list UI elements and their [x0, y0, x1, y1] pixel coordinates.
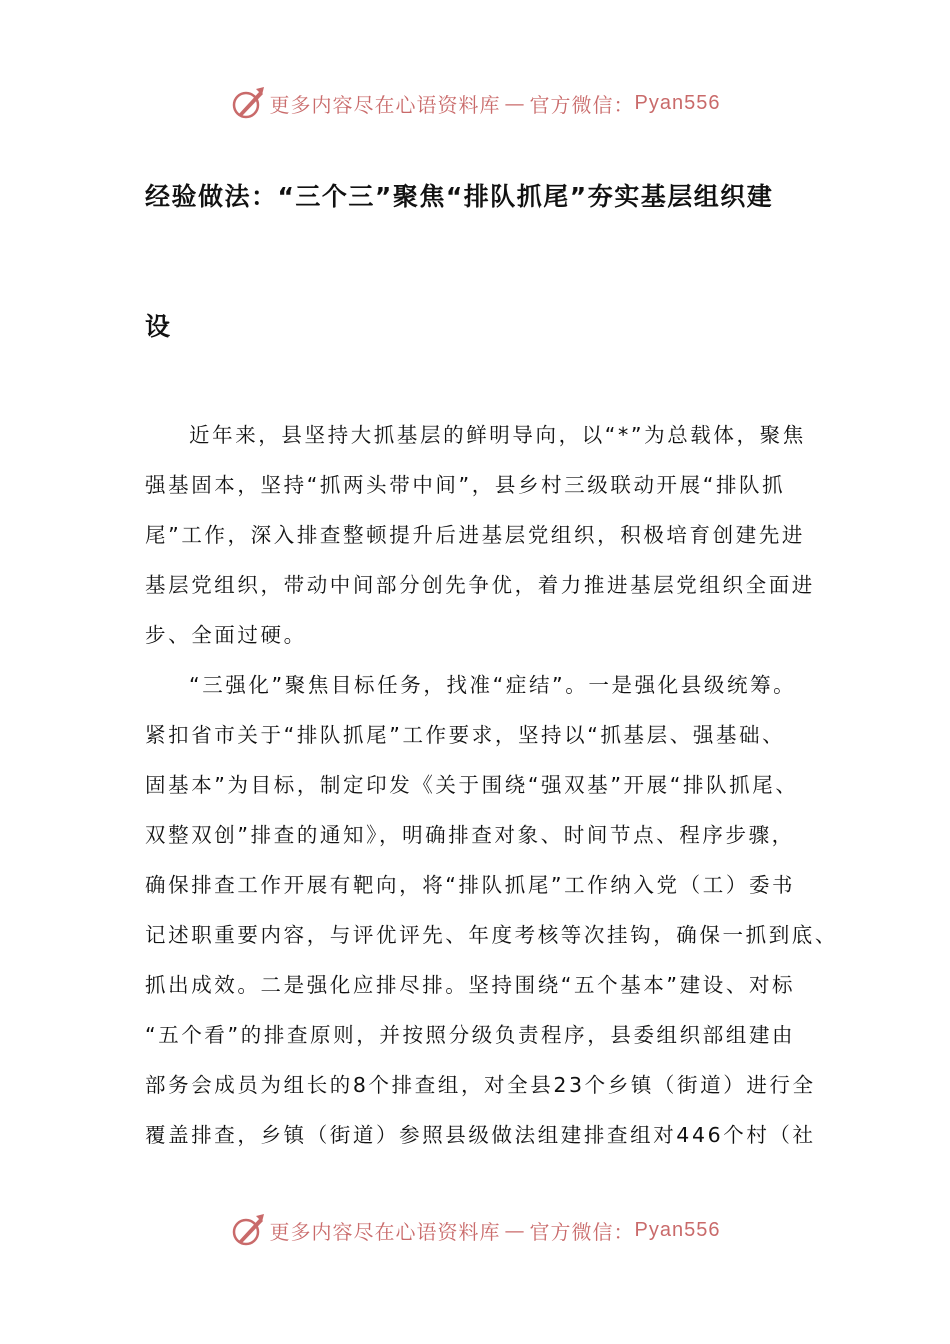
- quill-logo-icon: [230, 1212, 266, 1248]
- body-line: 强基固本，坚持“抓两头带中间”，县乡村三级联动开展“排队抓: [145, 473, 786, 497]
- title-line-1: 经验做法：“三个三”聚焦“排队抓尾”夯实基层组织建: [145, 182, 774, 211]
- watermark-label: 官方微信：: [529, 92, 635, 117]
- watermark-handle: Pyan556: [634, 1218, 721, 1241]
- body-line: 确保排查工作开展有靶向，将“排队抓尾”工作纳入党（工）委书: [145, 873, 796, 897]
- body-line: 近年来，县坚持大抓基层的鲜明导向，以“*”为总载体，聚焦: [189, 423, 806, 447]
- quill-logo-icon: [230, 85, 266, 121]
- title-line-2: 设: [145, 312, 172, 341]
- body-line: 固基本”为目标，制定印发《关于围绕“强双基”开展“排队抓尾、: [145, 773, 799, 797]
- body-line: “五个看”的排查原则，并按照分级负责程序，县委组织部组建由: [145, 1023, 796, 1047]
- body-line: “三强化”聚焦目标任务，找准“症结”。一是强化县级统筹。: [189, 673, 797, 697]
- watermark-footer: [0, 1210, 950, 1250]
- watermark-separator: —: [504, 1218, 526, 1242]
- body-line: 记述职重要内容，与评优评先、年度考核等次挂钩，确保一抓到底、: [145, 923, 838, 947]
- document-body: [145, 410, 838, 1160]
- body-line: 基层党组织，带动中间部分创先争优，着力推进基层党组织全面进: [145, 573, 815, 597]
- body-line: 部务会成员为组长的8个排查组，对全县23个乡镇（街道）进行全: [145, 1073, 816, 1097]
- body-line: 双整双创”排查的通知》，明确排查对象、时间节点、程序步骤，: [145, 823, 795, 847]
- body-line: 覆盖排查，乡镇（街道）参照县级做法组建排查组对446个村（社: [145, 1123, 816, 1147]
- document-title: [145, 172, 825, 432]
- watermark-label: 官方微信：: [529, 1219, 635, 1244]
- body-line: 步、全面过硬。: [145, 623, 307, 647]
- watermark-text: 更多内容尽在心语资料库: [269, 1219, 501, 1244]
- body-line: 抓出成效。二是强化应排尽排。坚持围绕“五个基本”建设、对标: [145, 973, 796, 997]
- watermark-header: [0, 83, 950, 123]
- watermark-handle: Pyan556: [634, 91, 721, 114]
- watermark-text: 更多内容尽在心语资料库: [269, 92, 501, 117]
- watermark-separator: —: [504, 91, 526, 115]
- body-line: 紧扣省市关于“排队抓尾”工作要求，坚持以“抓基层、强基础、: [145, 723, 786, 747]
- body-line: 尾”工作，深入排查整顿提升后进基层党组织，积极培育创建先进: [145, 523, 806, 547]
